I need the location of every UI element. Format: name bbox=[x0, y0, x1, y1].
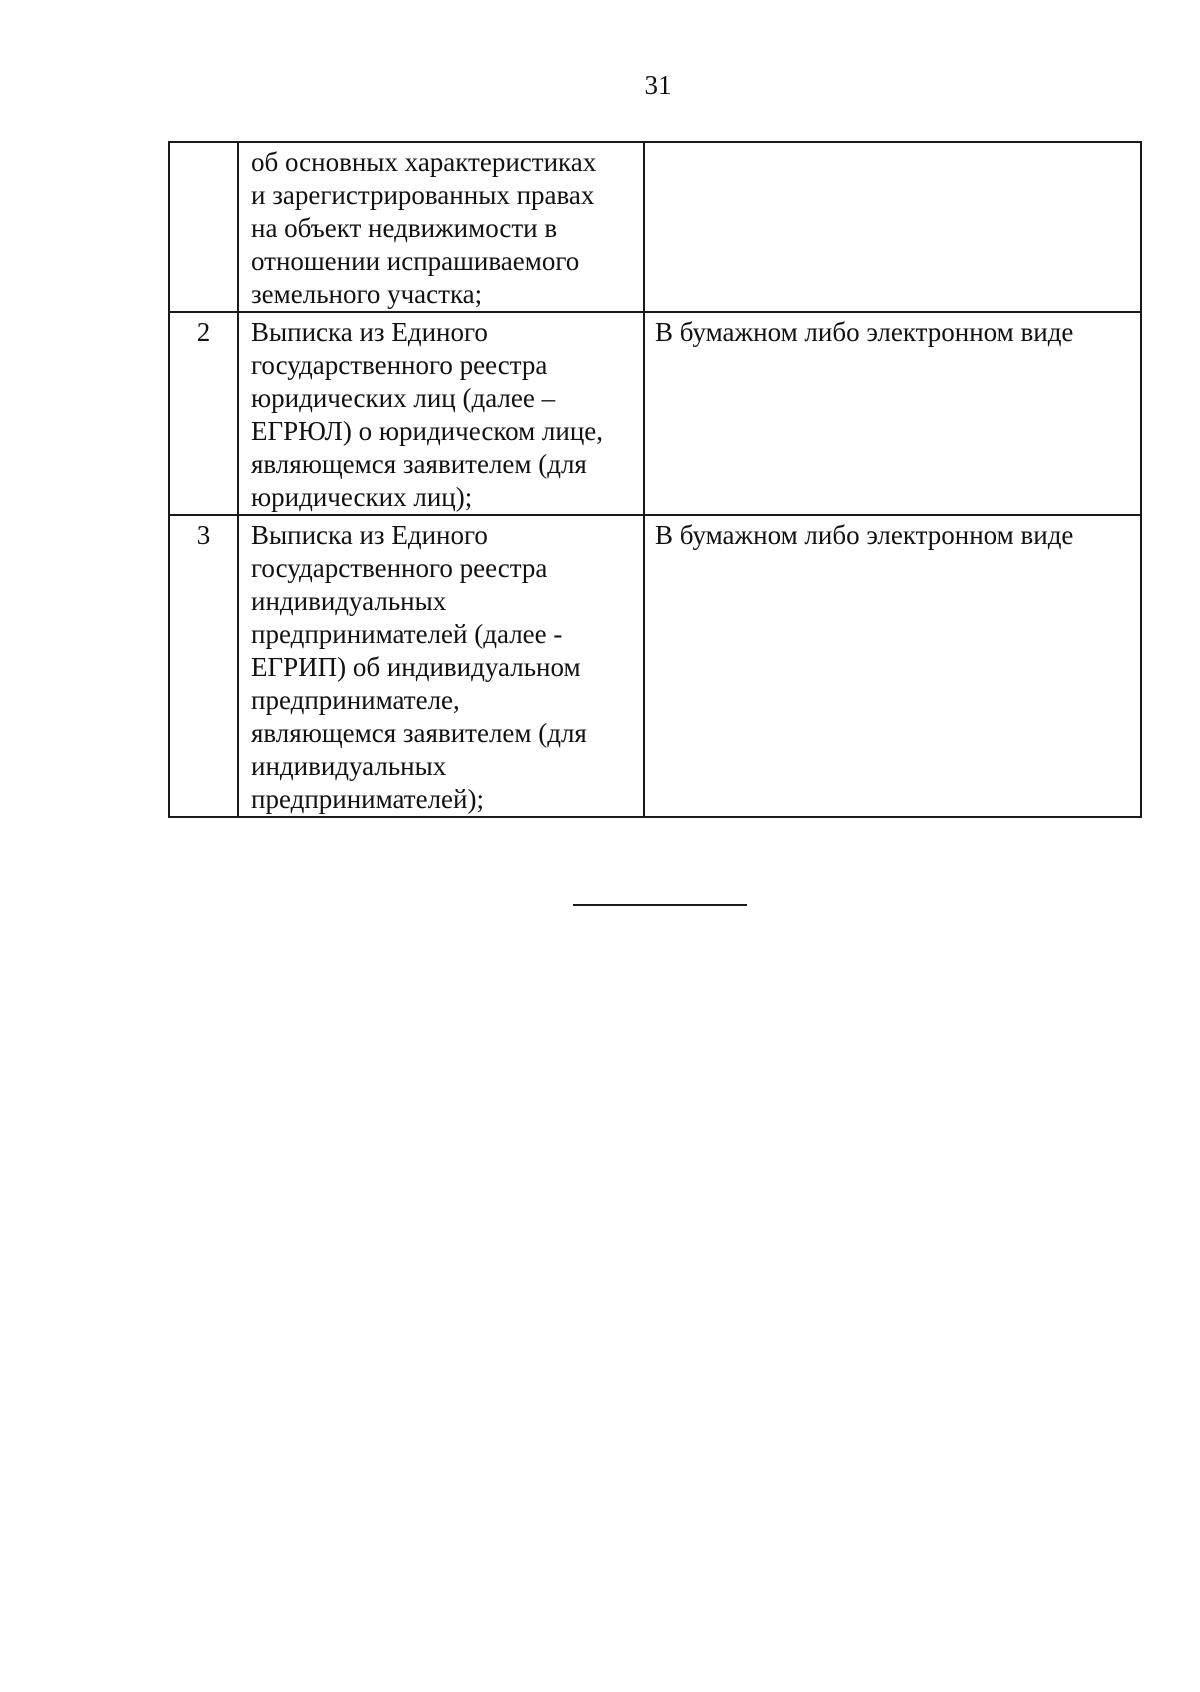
page-number: 31 bbox=[644, 70, 672, 100]
documents-table bbox=[168, 141, 1142, 818]
end-of-document-rule bbox=[573, 904, 747, 906]
submission-form: В бумажном либо электронном виде bbox=[644, 515, 1141, 817]
document-description: Выписка из Единого государственного реестра юридических лиц (далее – ЕГРЮЛ) о юридическом лице, являющемся заявителем (для юридических лиц); bbox=[238, 312, 644, 515]
document-description: об основных характеристиках и зарегистрированных правах на объект недвижимости в отношении испрашиваемого земельного участка; bbox=[238, 142, 644, 312]
table-row bbox=[169, 515, 1141, 817]
submission-form: В бумажном либо электронном виде bbox=[644, 312, 1141, 515]
submission-form bbox=[644, 142, 1141, 312]
row-number bbox=[169, 142, 238, 312]
row-number: 3 bbox=[169, 515, 238, 817]
document-description: Выписка из Единого государственного реестра индивидуальных предпринимателей (далее - ЕГРИП) об индивидуальном предпринимателе, являющемся заявителем (для индивидуальных предпринимателей); bbox=[238, 515, 644, 817]
row-number: 2 bbox=[169, 312, 238, 515]
table-row bbox=[169, 142, 1141, 312]
table-row bbox=[169, 312, 1141, 515]
